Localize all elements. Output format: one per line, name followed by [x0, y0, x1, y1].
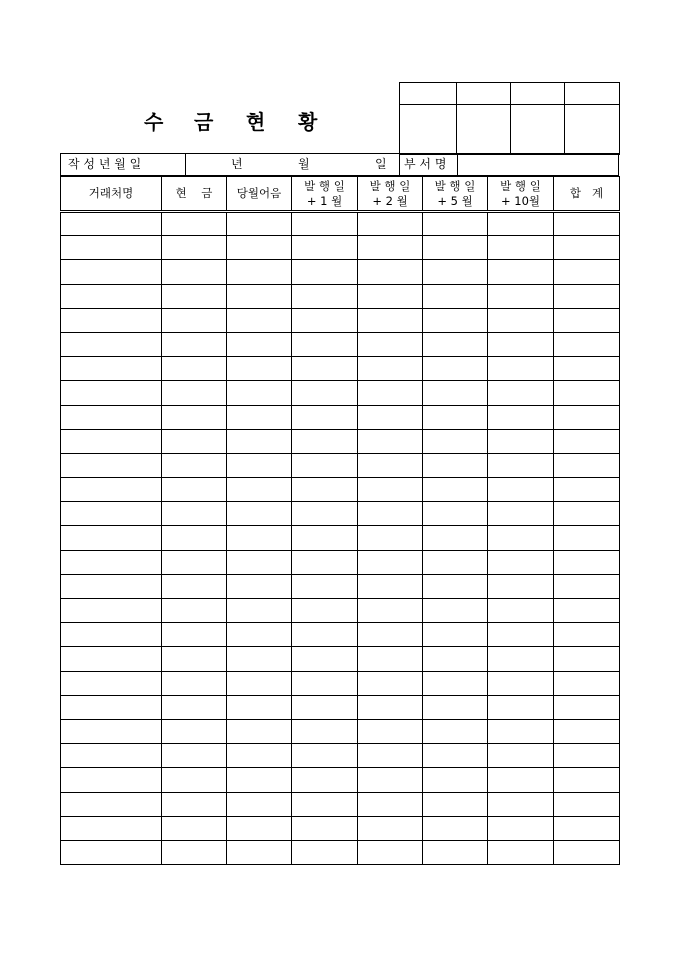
table-cell[interactable] [554, 478, 620, 502]
table-cell[interactable] [162, 599, 227, 623]
table-cell[interactable] [61, 719, 162, 743]
table-cell[interactable] [61, 308, 162, 332]
table-cell[interactable] [488, 719, 554, 743]
approval-sign-cell[interactable] [457, 105, 511, 155]
table-cell[interactable] [358, 550, 423, 574]
table-cell[interactable] [61, 744, 162, 768]
table-cell[interactable] [61, 260, 162, 284]
day-label: 일 [375, 157, 387, 171]
approval-header-cell[interactable] [511, 83, 565, 105]
table-row [61, 647, 620, 671]
info-row [60, 153, 619, 176]
table-cell[interactable] [358, 212, 423, 236]
table-row [61, 623, 620, 647]
table-cell[interactable] [162, 719, 227, 743]
table-cell[interactable] [423, 550, 488, 574]
table-cell[interactable] [488, 550, 554, 574]
table-cell[interactable] [554, 381, 620, 405]
approval-box [399, 82, 620, 155]
table-cell[interactable] [227, 599, 292, 623]
table-row [61, 381, 620, 405]
table-cell[interactable] [423, 840, 488, 864]
table-cell[interactable] [292, 671, 358, 695]
table-row [61, 260, 620, 284]
table-cell[interactable] [358, 357, 423, 381]
table-cell[interactable] [488, 816, 554, 840]
table-cell[interactable] [554, 695, 620, 719]
table-body [61, 212, 620, 865]
table-row [61, 308, 620, 332]
table-cell[interactable] [423, 260, 488, 284]
table-cell[interactable] [162, 405, 227, 429]
table-cell[interactable] [358, 816, 423, 840]
table-cell[interactable] [292, 284, 358, 308]
table-cell[interactable] [292, 574, 358, 598]
approval-sign-cell[interactable] [565, 105, 620, 155]
table-cell[interactable] [554, 260, 620, 284]
table-cell[interactable] [554, 647, 620, 671]
table-cell[interactable] [292, 816, 358, 840]
table-cell[interactable] [554, 550, 620, 574]
table-cell[interactable] [162, 695, 227, 719]
table-cell[interactable] [292, 695, 358, 719]
table-cell[interactable] [227, 405, 292, 429]
table-cell[interactable] [423, 405, 488, 429]
header-cash: 현 금 [162, 177, 227, 212]
table-cell[interactable] [358, 260, 423, 284]
table-cell[interactable] [162, 623, 227, 647]
title-char: 금 [194, 110, 214, 134]
table-cell[interactable] [488, 212, 554, 236]
table-cell[interactable] [423, 381, 488, 405]
approval-header-cell[interactable] [400, 83, 457, 105]
table-cell[interactable] [61, 381, 162, 405]
table-cell[interactable] [162, 453, 227, 477]
header-row [61, 177, 620, 212]
table-cell[interactable] [162, 357, 227, 381]
table-cell[interactable] [423, 478, 488, 502]
table-cell[interactable] [554, 357, 620, 381]
table-cell[interactable] [423, 623, 488, 647]
table-cell[interactable] [227, 840, 292, 864]
table-cell[interactable] [227, 357, 292, 381]
table-cell[interactable] [227, 671, 292, 695]
table-cell[interactable] [358, 453, 423, 477]
form-title [60, 82, 400, 154]
table-cell[interactable] [227, 792, 292, 816]
table-cell[interactable] [292, 840, 358, 864]
table-cell[interactable] [162, 308, 227, 332]
table-row [61, 212, 620, 236]
divider [185, 154, 186, 175]
header-issue-plus-1: 발 행 일 + 1 월 [292, 177, 358, 212]
table-cell[interactable] [554, 502, 620, 526]
table-cell[interactable] [358, 744, 423, 768]
table-cell[interactable] [162, 502, 227, 526]
table-cell[interactable] [423, 357, 488, 381]
table-cell[interactable] [227, 647, 292, 671]
table-cell[interactable] [554, 453, 620, 477]
table-cell[interactable] [292, 719, 358, 743]
table-cell[interactable] [423, 308, 488, 332]
table-cell[interactable] [227, 453, 292, 477]
table-cell[interactable] [292, 502, 358, 526]
table-cell[interactable] [423, 236, 488, 260]
table-cell[interactable] [554, 671, 620, 695]
table-cell[interactable] [358, 381, 423, 405]
table-cell[interactable] [358, 502, 423, 526]
table-cell[interactable] [554, 236, 620, 260]
table-row [61, 453, 620, 477]
table-cell[interactable] [162, 212, 227, 236]
table-cell[interactable] [227, 695, 292, 719]
table-cell[interactable] [358, 284, 423, 308]
table-cell[interactable] [227, 719, 292, 743]
table-cell[interactable] [488, 526, 554, 550]
table-cell[interactable] [554, 284, 620, 308]
table-cell[interactable] [227, 623, 292, 647]
table-cell[interactable] [358, 792, 423, 816]
table-cell[interactable] [292, 526, 358, 550]
table-cell[interactable] [554, 308, 620, 332]
dept-label: 부 서 명 [404, 157, 447, 171]
table-cell[interactable] [61, 647, 162, 671]
table-cell[interactable] [292, 260, 358, 284]
table-cell[interactable] [61, 236, 162, 260]
date-label: 작 성 년 월 일 [68, 157, 142, 171]
header-current-month-note: 당월어음 [227, 177, 292, 212]
table-cell[interactable] [292, 623, 358, 647]
table-cell[interactable] [423, 671, 488, 695]
table-cell[interactable] [488, 357, 554, 381]
table-cell[interactable] [488, 671, 554, 695]
table-row [61, 599, 620, 623]
table-cell[interactable] [162, 526, 227, 550]
approval-header-cell[interactable] [565, 83, 620, 105]
table-cell[interactable] [227, 526, 292, 550]
table-row [61, 405, 620, 429]
table-cell[interactable] [488, 260, 554, 284]
table-cell[interactable] [162, 768, 227, 792]
table-cell[interactable] [554, 719, 620, 743]
table-cell[interactable] [423, 816, 488, 840]
table-cell[interactable] [292, 744, 358, 768]
table-cell[interactable] [554, 840, 620, 864]
table-row [61, 332, 620, 356]
table-cell[interactable] [292, 308, 358, 332]
table-cell[interactable] [227, 429, 292, 453]
table-cell[interactable] [358, 429, 423, 453]
table-cell[interactable] [358, 236, 423, 260]
collection-table [60, 176, 620, 865]
table-cell[interactable] [162, 332, 227, 356]
header-total: 합 계 [554, 177, 620, 212]
table-cell[interactable] [292, 768, 358, 792]
table-cell[interactable] [554, 599, 620, 623]
table-cell[interactable] [358, 623, 423, 647]
table-cell[interactable] [358, 478, 423, 502]
table-cell[interactable] [227, 308, 292, 332]
table-cell[interactable] [358, 332, 423, 356]
table-cell[interactable] [61, 574, 162, 598]
table-cell[interactable] [423, 792, 488, 816]
table-cell[interactable] [162, 260, 227, 284]
table-cell[interactable] [162, 236, 227, 260]
table-cell[interactable] [227, 236, 292, 260]
table-cell[interactable] [61, 478, 162, 502]
table-cell[interactable] [61, 816, 162, 840]
table-cell[interactable] [488, 695, 554, 719]
table-cell[interactable] [358, 768, 423, 792]
table-cell[interactable] [292, 405, 358, 429]
table-cell[interactable] [358, 719, 423, 743]
table-cell[interactable] [488, 574, 554, 598]
table-cell[interactable] [554, 332, 620, 356]
table-cell[interactable] [61, 599, 162, 623]
table-cell[interactable] [292, 212, 358, 236]
table-cell[interactable] [61, 284, 162, 308]
table-cell[interactable] [162, 574, 227, 598]
table-cell[interactable] [423, 574, 488, 598]
table-cell[interactable] [554, 212, 620, 236]
approval-sign-cell[interactable] [400, 105, 457, 155]
table-row [61, 840, 620, 864]
table-cell[interactable] [488, 502, 554, 526]
table-cell[interactable] [423, 502, 488, 526]
table-cell[interactable] [61, 405, 162, 429]
table-cell[interactable] [554, 744, 620, 768]
table-cell[interactable] [61, 550, 162, 574]
table-cell[interactable] [61, 768, 162, 792]
table-cell[interactable] [61, 212, 162, 236]
table-cell[interactable] [292, 429, 358, 453]
table-cell[interactable] [358, 671, 423, 695]
table-cell[interactable] [61, 526, 162, 550]
title-char: 현 [246, 110, 266, 134]
table-row [61, 574, 620, 598]
table-cell[interactable] [61, 840, 162, 864]
table-cell[interactable] [358, 840, 423, 864]
table-cell[interactable] [488, 405, 554, 429]
table-cell[interactable] [227, 260, 292, 284]
month-label: 월 [298, 157, 310, 171]
table-cell[interactable] [423, 647, 488, 671]
table-cell[interactable] [162, 381, 227, 405]
table-cell[interactable] [358, 695, 423, 719]
table-row [61, 284, 620, 308]
table-row [61, 429, 620, 453]
table-row [61, 792, 620, 816]
table-cell[interactable] [292, 599, 358, 623]
table-cell[interactable] [488, 647, 554, 671]
table-cell[interactable] [227, 332, 292, 356]
table-cell[interactable] [227, 768, 292, 792]
table-cell[interactable] [61, 453, 162, 477]
table-cell[interactable] [61, 695, 162, 719]
table-cell[interactable] [554, 623, 620, 647]
table-cell[interactable] [488, 332, 554, 356]
table-cell[interactable] [554, 429, 620, 453]
table-cell[interactable] [554, 574, 620, 598]
table-cell[interactable] [61, 332, 162, 356]
table-cell[interactable] [554, 792, 620, 816]
table-cell[interactable] [488, 236, 554, 260]
table-row [61, 671, 620, 695]
table-cell[interactable] [227, 550, 292, 574]
table-cell[interactable] [488, 768, 554, 792]
header-issue-plus-10: 발 행 일 + 10월 [488, 177, 554, 212]
table-row [61, 478, 620, 502]
table-cell[interactable] [227, 502, 292, 526]
table-row [61, 695, 620, 719]
table-cell[interactable] [162, 429, 227, 453]
table-cell[interactable] [292, 357, 358, 381]
table-cell[interactable] [162, 550, 227, 574]
table-cell[interactable] [423, 212, 488, 236]
table-cell[interactable] [488, 792, 554, 816]
table-cell[interactable] [423, 744, 488, 768]
table-cell[interactable] [227, 574, 292, 598]
table-cell[interactable] [423, 284, 488, 308]
approval-header-cell[interactable] [457, 83, 511, 105]
year-label: 년 [231, 157, 243, 171]
table-row [61, 768, 620, 792]
table-row [61, 236, 620, 260]
table-cell[interactable] [488, 381, 554, 405]
table-cell[interactable] [423, 526, 488, 550]
table-cell[interactable] [423, 768, 488, 792]
table-row [61, 744, 620, 768]
table-row [61, 816, 620, 840]
table-cell[interactable] [227, 816, 292, 840]
table-row [61, 719, 620, 743]
table-cell[interactable] [358, 405, 423, 429]
table-cell[interactable] [488, 429, 554, 453]
table-cell[interactable] [292, 550, 358, 574]
table-cell[interactable] [554, 816, 620, 840]
table-cell[interactable] [162, 816, 227, 840]
table-cell[interactable] [227, 284, 292, 308]
table-cell[interactable] [292, 478, 358, 502]
table-cell[interactable] [292, 647, 358, 671]
table-cell[interactable] [227, 478, 292, 502]
header-client: 거래처명 [61, 177, 162, 212]
table-cell[interactable] [162, 792, 227, 816]
table-cell[interactable] [292, 236, 358, 260]
table-cell[interactable] [358, 308, 423, 332]
table-cell[interactable] [423, 429, 488, 453]
table-cell[interactable] [358, 647, 423, 671]
table-cell[interactable] [227, 381, 292, 405]
table-cell[interactable] [488, 308, 554, 332]
divider [399, 154, 400, 175]
table-cell[interactable] [554, 526, 620, 550]
table-cell[interactable] [554, 768, 620, 792]
table-cell[interactable] [488, 284, 554, 308]
table-cell[interactable] [423, 695, 488, 719]
table-cell[interactable] [292, 792, 358, 816]
dept-field[interactable] [458, 154, 618, 175]
table-cell[interactable] [358, 599, 423, 623]
table-cell[interactable] [61, 357, 162, 381]
table-cell[interactable] [162, 478, 227, 502]
table-cell[interactable] [61, 623, 162, 647]
table-cell[interactable] [488, 453, 554, 477]
table-cell[interactable] [292, 453, 358, 477]
table-cell[interactable] [292, 332, 358, 356]
approval-sign-cell[interactable] [511, 105, 565, 155]
table-cell[interactable] [162, 744, 227, 768]
header-issue-plus-2: 발 행 일 + 2 월 [358, 177, 423, 212]
table-cell[interactable] [358, 574, 423, 598]
table-cell[interactable] [61, 671, 162, 695]
table-cell[interactable] [488, 840, 554, 864]
table-cell[interactable] [423, 719, 488, 743]
table-cell[interactable] [162, 284, 227, 308]
table-cell[interactable] [488, 478, 554, 502]
table-row [61, 526, 620, 550]
table-cell[interactable] [488, 623, 554, 647]
table-cell[interactable] [227, 744, 292, 768]
table-cell[interactable] [488, 744, 554, 768]
table-cell[interactable] [162, 840, 227, 864]
table-cell[interactable] [423, 332, 488, 356]
table-cell[interactable] [358, 526, 423, 550]
title-char: 수 [144, 110, 164, 134]
table-cell[interactable] [227, 212, 292, 236]
table-cell[interactable] [61, 429, 162, 453]
table-cell[interactable] [162, 671, 227, 695]
table-cell[interactable] [554, 405, 620, 429]
table-cell[interactable] [292, 381, 358, 405]
table-cell[interactable] [488, 599, 554, 623]
table-row [61, 357, 620, 381]
table-cell[interactable] [423, 599, 488, 623]
table-cell[interactable] [61, 502, 162, 526]
table-cell[interactable] [423, 453, 488, 477]
table-row [61, 550, 620, 574]
table-cell[interactable] [162, 647, 227, 671]
header-issue-plus-5: 발 행 일 + 5 월 [423, 177, 488, 212]
title-char: 황 [298, 110, 318, 134]
table-row [61, 502, 620, 526]
table-cell[interactable] [61, 792, 162, 816]
